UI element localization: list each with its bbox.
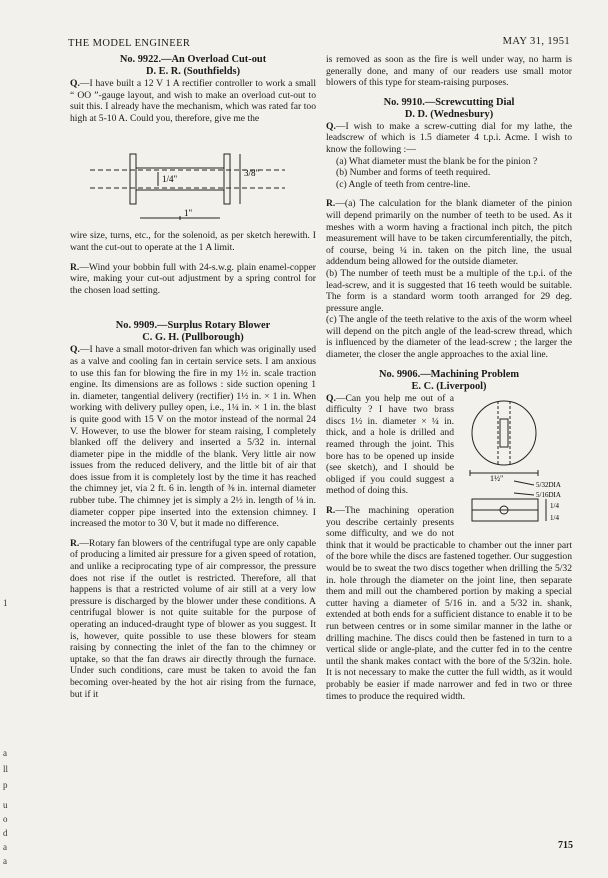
bobbin-sketch [70,132,316,224]
margin-char: d [3,828,8,838]
question-paragraph: Q.—I have built a 12 V 1 A rectifier controller to work a small “ OO ”-gauge layout, and wish to make an overload cut-out to suit this. I already have the mechanism, which was rated far too high at 5-10 A. Could you, therefore, give me the [70,78,316,124]
question-paragraph-cont: wire size, turns, etc., for the solenoid, as per sketch herewith. I want the cut-out to operate at the 1 A limit. [70,230,316,253]
question-item-c: (c) Angle of teeth from centre-line. [336,178,471,190]
question-paragraph: Q.—I have a small motor-driven fan which was originally used as a valve and cooling fan in certain service sets. I am anxious to use this fan for blowing the fire in my 1½ in. scale traction engine. Its dimensions are as follows : side suction opening 1 in. diameter, tangential delivery (rectifier) 1½ in. × 1 in. When working with delivery pulley open, i.e., 1¼ in. × 1 in. the blast is quite good with 15 V on the motor instead of the normal 24 V. However, to use the blower for steam raising, I completely blanked off the delivery and inserted a 5/32 in. internal diameter pipe in the middle of the blank. Very little air now issues from the reduced delivery, and the little bit of air that does issue from it is completely lost by the time it has reached the chimney jet, via 2 ft. 6 in. length of ⅜ in. internal diameter rubber tube. The chimney jet is simply a 2½ in. length of ⅛ in. diameter copper pipe inserted into the extension chimney. I increased the motor to 30 V, but it made no difference. [70,344,316,530]
dim-chamber-diameter: 5/16DIA [536,490,561,499]
reply-paragraph: R.—Rotary fan blowers of the centrifugal type are only capable of producing a limited air pressure for a given speed of rotation, and unlike a reciprocating type of air compressor, the pressure does not rise if the outlet is restricted. Therefore, all that happens is that a restricted volume of air still at a very low pressure is discharged by the blower under these conditions. A centrifugal blower is not quite suitable for the purpose of operating an induced-draught type of blower as you suggest. It is, however, quite possible to use these blowers for steam raising by connecting the inlet of the fan to the chimney or uptake, so that the fan draws air directly through the furnace. Under such conditions, care must be taken to avoid the fan becoming over-heated by the hot air rising from the furnace, but if it [70,537,316,700]
margin-char: u [3,800,8,810]
disc-sketch [460,393,572,533]
running-header-date: MAY 31, 1951 [502,36,570,47]
dim-three-eighths: 3/8" [244,168,260,179]
question-item-a: (a) What diameter must the blank be for the pinion ? [336,155,538,167]
dim-disc-diameter: 1½" [490,473,504,483]
question-paragraph: Q.—I wish to make a screw-cutting dial for my lathe, the leadscrew of which is 1.5 diameter 4 t.p.i. Acme. I wish to know the following :— [326,120,572,155]
left-margin-bleed [0,0,18,878]
reply-paragraph: R.—The machining operation you describe certainly presents some difficulty, and we do not think that it would be practicable to chamber out the inner part of the bore while the discs are fastened together. Our suggestion would be to sweat the two discs together when drilling the 5/32 in. hole through the diameter on the joint line, then separate them and mill out the chambered portion by making a special cutter having a diameter of 5/16 in. and a 5/32 in. shank, extended at both ends for a sufficient distance to enable it to be run between centres or in some similar manner in the lathe or drilling machine. The discs could then be fastened in turn to a vertical slide or angle-plate, and the cutter fed in to the centre until the shank makes contact with the bore of the 5/32in. hole. It is not necessary to make the cutter the full width, as it would probably be easier if made narrower and fed in two or three times to produce the required width. [326,505,572,702]
query-title: No. 9922.—An Overload Cut-out [119,54,267,65]
question-item-b: (b) Number and forms of teeth required. [336,167,491,179]
reply-paragraph: R.—Wind your bobbin full with 24-s.w.g. plain enamel-copper wire, making your cut-out adjustment by a spring control for the chosen load setting. [70,261,316,296]
page-number: 715 [558,840,573,851]
right-column [326,54,572,710]
margin-char: p [3,780,8,790]
dim-thickness-1: 1/4 [550,501,559,510]
query-author: D. D. (Wednesbury) [404,108,494,120]
margin-char: a [3,748,7,758]
running-header-title: THE MODEL ENGINEER [68,38,191,49]
reply-paragraph-cont: is removed as soon as the fire is well under way, no harm is generally done, and many of our readers use small motor blowers of this type for steam-raising purposes. [326,54,572,89]
query-title: No. 9909.—Surplus Rotary Blower [115,320,271,332]
margin-char: a [3,856,7,866]
margin-char: ll [3,764,9,774]
query-author: C. G. H. (Pullborough) [142,332,244,344]
dim-one-inch: 1" [184,208,193,219]
reply-paragraph: R.—(a) The calculation for the blank diameter of the pinion will depend primarily on the number of teeth to be used. As it meshes with a worm having a fractional inch pitch, the pitch measurement will have to be taken circumferentially, the pitch, of course, being ¼ in. taken on the pitch line, the usual addendum being allowed for the outside diameter. [326,198,572,268]
query-title: No. 9910.—Screwcutting Dial [383,96,515,108]
query-author: D. E. R. (Southfields) [145,66,241,77]
question-paragraph: Q.—Can you help me out of a difficulty ? I have two brass discs 1½ in. diameter × ¼ in. thick, and a hole is drilled and reamed through the joint. This bore has to be opened up inside (see sketch), and I should be obliged if you could suggest a method of doing this. [326,392,454,497]
query-author: E. C. (Liverpool) [411,380,487,392]
dim-hole-diameter: 5/32DIA [536,480,561,489]
reply-item-c: (c) The angle of the teeth relative to the axis of the worm wheel will depend on the pitch angle of the lead-screw thread, which is influenced by the diameter of the lead-screw ; the larger the diameter, the closer the angle approaches to the axial line. [326,314,572,361]
margin-char: o [3,814,8,824]
dim-quarter: 1/4" [162,174,178,185]
reply-item-b: (b) The number of teeth must be a multiple of the t.p.i. of the lead-screw, and it is suggested that 16 teeth would be suitable. The form is a standard worm tooth arranged for 29 deg. pressure angle. [326,267,572,314]
query-title: No. 9906.—Machining Problem [378,368,520,380]
margin-char: 1 [3,598,8,608]
left-column [70,54,316,708]
dim-thickness-2: 1/4 [550,513,559,522]
margin-char: a [3,842,7,852]
